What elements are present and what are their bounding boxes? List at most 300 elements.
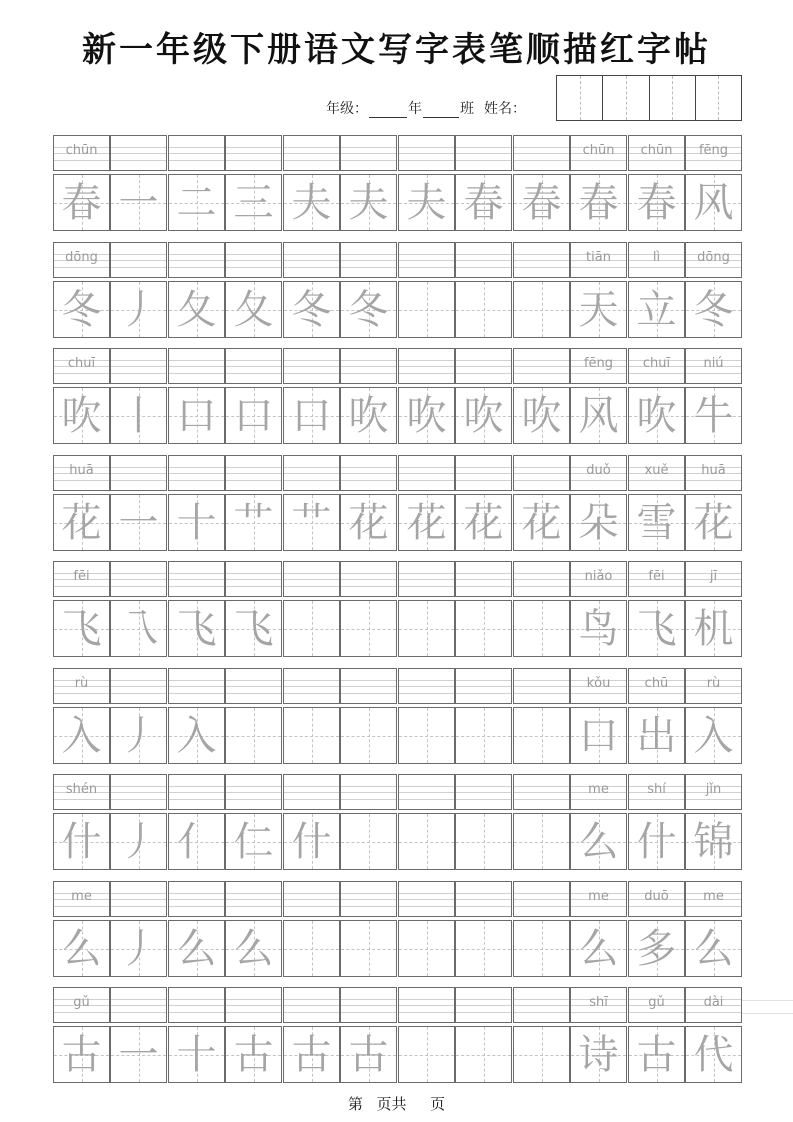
writing-cell[interactable]	[225, 455, 282, 552]
writing-cell[interactable]	[628, 774, 685, 871]
writing-cell[interactable]	[283, 455, 340, 552]
tian-zi-box[interactable]	[685, 920, 742, 977]
tian-zi-box[interactable]	[455, 494, 512, 551]
writing-cell[interactable]	[398, 348, 455, 445]
tian-zi-box[interactable]	[340, 281, 397, 338]
tian-zi-box[interactable]	[53, 387, 110, 444]
tian-zi-box[interactable]	[398, 387, 455, 444]
pinyin-box[interactable]	[168, 242, 225, 278]
writing-cell[interactable]	[513, 348, 570, 445]
writing-cell[interactable]	[53, 668, 110, 765]
writing-cell[interactable]	[685, 668, 742, 765]
tian-zi-box[interactable]	[628, 920, 685, 977]
writing-cell[interactable]	[398, 881, 455, 978]
pinyin-box[interactable]	[455, 135, 512, 171]
writing-cell[interactable]	[53, 348, 110, 445]
writing-cell[interactable]	[110, 881, 167, 978]
pinyin-box[interactable]	[685, 774, 742, 810]
pinyin-box[interactable]	[685, 987, 742, 1023]
pinyin-box[interactable]	[283, 242, 340, 278]
pinyin-box[interactable]	[513, 455, 570, 491]
tian-zi-box[interactable]	[53, 707, 110, 764]
tian-zi-box[interactable]	[570, 174, 627, 231]
writing-cell[interactable]	[398, 242, 455, 339]
pinyin-box[interactable]	[570, 881, 627, 917]
tian-zi-box[interactable]	[455, 600, 512, 657]
tian-zi-box[interactable]	[225, 281, 282, 338]
tian-zi-box[interactable]	[53, 813, 110, 870]
writing-cell[interactable]	[110, 455, 167, 552]
grade-blank[interactable]	[369, 103, 407, 118]
tian-zi-box[interactable]	[570, 281, 627, 338]
writing-cell[interactable]	[570, 455, 627, 552]
tian-zi-box[interactable]	[168, 174, 225, 231]
pinyin-box[interactable]	[283, 561, 340, 597]
pinyin-box[interactable]	[685, 242, 742, 278]
tian-zi-box[interactable]	[398, 707, 455, 764]
writing-cell[interactable]	[570, 987, 627, 1084]
pinyin-box[interactable]	[168, 135, 225, 171]
name-cell[interactable]	[696, 76, 741, 120]
tian-zi-box[interactable]	[455, 1026, 512, 1083]
writing-cell[interactable]	[283, 987, 340, 1084]
writing-cell[interactable]	[628, 455, 685, 552]
pinyin-box[interactable]	[455, 348, 512, 384]
writing-cell[interactable]	[340, 455, 397, 552]
pinyin-box[interactable]	[283, 987, 340, 1023]
tian-zi-box[interactable]	[340, 600, 397, 657]
pinyin-box[interactable]	[628, 135, 685, 171]
pinyin-box[interactable]	[283, 774, 340, 810]
pinyin-box[interactable]	[283, 348, 340, 384]
writing-cell[interactable]	[513, 242, 570, 339]
pinyin-box[interactable]	[513, 987, 570, 1023]
pinyin-box[interactable]	[225, 348, 282, 384]
pinyin-box[interactable]	[340, 348, 397, 384]
tian-zi-box[interactable]	[398, 813, 455, 870]
writing-cell[interactable]	[570, 348, 627, 445]
tian-zi-box[interactable]	[340, 174, 397, 231]
writing-cell[interactable]	[283, 348, 340, 445]
tian-zi-box[interactable]	[225, 174, 282, 231]
pinyin-box[interactable]	[685, 455, 742, 491]
tian-zi-box[interactable]	[455, 174, 512, 231]
tian-zi-box[interactable]	[570, 707, 627, 764]
tian-zi-box[interactable]	[225, 920, 282, 977]
tian-zi-box[interactable]	[283, 1026, 340, 1083]
tian-zi-box[interactable]	[340, 920, 397, 977]
writing-cell[interactable]	[340, 348, 397, 445]
tian-zi-box[interactable]	[168, 494, 225, 551]
tian-zi-box[interactable]	[570, 600, 627, 657]
writing-cell[interactable]	[168, 668, 225, 765]
name-cell[interactable]	[603, 76, 649, 120]
tian-zi-box[interactable]	[685, 281, 742, 338]
tian-zi-box[interactable]	[685, 813, 742, 870]
tian-zi-box[interactable]	[513, 494, 570, 551]
tian-zi-box[interactable]	[110, 813, 167, 870]
writing-cell[interactable]	[455, 135, 512, 232]
pinyin-box[interactable]	[455, 987, 512, 1023]
pinyin-box[interactable]	[110, 668, 167, 704]
pinyin-box[interactable]	[340, 668, 397, 704]
tian-zi-box[interactable]	[110, 920, 167, 977]
tian-zi-box[interactable]	[685, 387, 742, 444]
class-blank[interactable]	[423, 103, 459, 118]
tian-zi-box[interactable]	[513, 707, 570, 764]
tian-zi-box[interactable]	[168, 813, 225, 870]
pinyin-box[interactable]	[340, 455, 397, 491]
pinyin-box[interactable]	[225, 561, 282, 597]
writing-cell[interactable]	[225, 774, 282, 871]
pinyin-box[interactable]	[110, 881, 167, 917]
writing-cell[interactable]	[340, 668, 397, 765]
tian-zi-box[interactable]	[283, 281, 340, 338]
writing-cell[interactable]	[455, 881, 512, 978]
pinyin-box[interactable]	[110, 455, 167, 491]
pinyin-box[interactable]	[110, 774, 167, 810]
tian-zi-box[interactable]	[455, 813, 512, 870]
tian-zi-box[interactable]	[340, 494, 397, 551]
tian-zi-box[interactable]	[168, 281, 225, 338]
pinyin-box[interactable]	[513, 348, 570, 384]
pinyin-box[interactable]	[398, 455, 455, 491]
tian-zi-box[interactable]	[398, 174, 455, 231]
tian-zi-box[interactable]	[283, 494, 340, 551]
tian-zi-box[interactable]	[53, 920, 110, 977]
writing-cell[interactable]	[398, 987, 455, 1084]
pinyin-box[interactable]	[340, 987, 397, 1023]
tian-zi-box[interactable]	[685, 707, 742, 764]
writing-cell[interactable]	[398, 135, 455, 232]
writing-cell[interactable]	[283, 135, 340, 232]
pinyin-box[interactable]	[628, 455, 685, 491]
writing-cell[interactable]	[225, 987, 282, 1084]
pinyin-box[interactable]	[513, 668, 570, 704]
name-cell[interactable]	[650, 76, 696, 120]
writing-cell[interactable]	[685, 348, 742, 445]
writing-cell[interactable]	[513, 881, 570, 978]
tian-zi-box[interactable]	[455, 387, 512, 444]
writing-cell[interactable]	[225, 668, 282, 765]
writing-cell[interactable]	[685, 987, 742, 1084]
tian-zi-box[interactable]	[110, 600, 167, 657]
pinyin-box[interactable]	[685, 135, 742, 171]
pinyin-box[interactable]	[110, 561, 167, 597]
writing-cell[interactable]	[455, 561, 512, 658]
writing-cell[interactable]	[53, 135, 110, 232]
tian-zi-box[interactable]	[570, 813, 627, 870]
writing-cell[interactable]	[110, 668, 167, 765]
tian-zi-box[interactable]	[455, 707, 512, 764]
tian-zi-box[interactable]	[340, 387, 397, 444]
pinyin-box[interactable]	[283, 135, 340, 171]
writing-cell[interactable]	[110, 561, 167, 658]
writing-cell[interactable]	[685, 561, 742, 658]
pinyin-box[interactable]	[110, 348, 167, 384]
writing-cell[interactable]	[225, 242, 282, 339]
writing-cell[interactable]	[168, 774, 225, 871]
pinyin-box[interactable]	[570, 242, 627, 278]
pinyin-box[interactable]	[455, 668, 512, 704]
tian-zi-box[interactable]	[455, 920, 512, 977]
pinyin-box[interactable]	[225, 668, 282, 704]
pinyin-box[interactable]	[53, 881, 110, 917]
tian-zi-box[interactable]	[168, 920, 225, 977]
writing-cell[interactable]	[110, 987, 167, 1084]
tian-zi-box[interactable]	[110, 174, 167, 231]
pinyin-box[interactable]	[225, 987, 282, 1023]
tian-zi-box[interactable]	[455, 281, 512, 338]
tian-zi-box[interactable]	[513, 813, 570, 870]
writing-cell[interactable]	[283, 668, 340, 765]
pinyin-box[interactable]	[398, 135, 455, 171]
tian-zi-box[interactable]	[513, 600, 570, 657]
writing-cell[interactable]	[168, 987, 225, 1084]
pinyin-box[interactable]	[513, 774, 570, 810]
tian-zi-box[interactable]	[628, 174, 685, 231]
writing-cell[interactable]	[570, 881, 627, 978]
pinyin-box[interactable]	[513, 561, 570, 597]
tian-zi-box[interactable]	[570, 494, 627, 551]
writing-cell[interactable]	[685, 242, 742, 339]
pinyin-box[interactable]	[53, 242, 110, 278]
writing-cell[interactable]	[110, 135, 167, 232]
writing-cell[interactable]	[110, 774, 167, 871]
pinyin-box[interactable]	[455, 455, 512, 491]
writing-cell[interactable]	[53, 987, 110, 1084]
tian-zi-box[interactable]	[53, 174, 110, 231]
tian-zi-box[interactable]	[168, 387, 225, 444]
writing-cell[interactable]	[168, 561, 225, 658]
pinyin-box[interactable]	[398, 987, 455, 1023]
tian-zi-box[interactable]	[168, 600, 225, 657]
tian-zi-box[interactable]	[513, 1026, 570, 1083]
writing-cell[interactable]	[513, 561, 570, 658]
pinyin-box[interactable]	[53, 455, 110, 491]
pinyin-box[interactable]	[168, 348, 225, 384]
pinyin-box[interactable]	[53, 135, 110, 171]
writing-cell[interactable]	[455, 987, 512, 1084]
pinyin-box[interactable]	[628, 774, 685, 810]
tian-zi-box[interactable]	[283, 387, 340, 444]
pinyin-box[interactable]	[53, 987, 110, 1023]
writing-cell[interactable]	[398, 668, 455, 765]
writing-cell[interactable]	[225, 135, 282, 232]
pinyin-box[interactable]	[570, 774, 627, 810]
writing-cell[interactable]	[283, 242, 340, 339]
pinyin-box[interactable]	[455, 242, 512, 278]
tian-zi-box[interactable]	[513, 281, 570, 338]
pinyin-box[interactable]	[110, 242, 167, 278]
writing-cell[interactable]	[513, 455, 570, 552]
tian-zi-box[interactable]	[628, 494, 685, 551]
tian-zi-box[interactable]	[110, 707, 167, 764]
writing-cell[interactable]	[168, 881, 225, 978]
name-cell[interactable]	[557, 76, 603, 120]
writing-cell[interactable]	[340, 561, 397, 658]
writing-cell[interactable]	[628, 242, 685, 339]
tian-zi-box[interactable]	[225, 494, 282, 551]
pinyin-box[interactable]	[628, 668, 685, 704]
writing-cell[interactable]	[570, 774, 627, 871]
tian-zi-box[interactable]	[513, 174, 570, 231]
pinyin-box[interactable]	[398, 348, 455, 384]
pinyin-box[interactable]	[168, 668, 225, 704]
writing-cell[interactable]	[570, 668, 627, 765]
pinyin-box[interactable]	[283, 881, 340, 917]
writing-cell[interactable]	[340, 881, 397, 978]
tian-zi-box[interactable]	[685, 1026, 742, 1083]
pinyin-box[interactable]	[570, 135, 627, 171]
writing-cell[interactable]	[283, 881, 340, 978]
writing-cell[interactable]	[628, 348, 685, 445]
writing-cell[interactable]	[110, 242, 167, 339]
writing-cell[interactable]	[225, 561, 282, 658]
tian-zi-box[interactable]	[398, 281, 455, 338]
pinyin-box[interactable]	[685, 348, 742, 384]
pinyin-box[interactable]	[53, 348, 110, 384]
writing-cell[interactable]	[685, 774, 742, 871]
tian-zi-box[interactable]	[53, 600, 110, 657]
tian-zi-box[interactable]	[110, 387, 167, 444]
tian-zi-box[interactable]	[225, 600, 282, 657]
writing-cell[interactable]	[53, 561, 110, 658]
pinyin-box[interactable]	[168, 987, 225, 1023]
tian-zi-box[interactable]	[685, 600, 742, 657]
writing-cell[interactable]	[628, 135, 685, 232]
pinyin-box[interactable]	[225, 135, 282, 171]
writing-cell[interactable]	[513, 774, 570, 871]
pinyin-box[interactable]	[570, 987, 627, 1023]
pinyin-box[interactable]	[513, 135, 570, 171]
pinyin-box[interactable]	[110, 987, 167, 1023]
pinyin-box[interactable]	[628, 561, 685, 597]
writing-cell[interactable]	[53, 774, 110, 871]
tian-zi-box[interactable]	[398, 600, 455, 657]
pinyin-box[interactable]	[340, 242, 397, 278]
pinyin-box[interactable]	[513, 881, 570, 917]
pinyin-box[interactable]	[225, 881, 282, 917]
pinyin-box[interactable]	[398, 561, 455, 597]
writing-cell[interactable]	[455, 455, 512, 552]
pinyin-box[interactable]	[628, 987, 685, 1023]
writing-cell[interactable]	[283, 774, 340, 871]
pinyin-box[interactable]	[110, 135, 167, 171]
writing-cell[interactable]	[168, 242, 225, 339]
pinyin-box[interactable]	[283, 668, 340, 704]
pinyin-box[interactable]	[685, 881, 742, 917]
writing-cell[interactable]	[340, 242, 397, 339]
tian-zi-box[interactable]	[628, 281, 685, 338]
tian-zi-box[interactable]	[225, 1026, 282, 1083]
tian-zi-box[interactable]	[225, 707, 282, 764]
tian-zi-box[interactable]	[570, 920, 627, 977]
pinyin-box[interactable]	[340, 561, 397, 597]
pinyin-box[interactable]	[570, 348, 627, 384]
pinyin-box[interactable]	[340, 135, 397, 171]
tian-zi-box[interactable]	[398, 494, 455, 551]
pinyin-box[interactable]	[628, 881, 685, 917]
writing-cell[interactable]	[685, 455, 742, 552]
writing-cell[interactable]	[513, 987, 570, 1084]
writing-cell[interactable]	[455, 242, 512, 339]
writing-cell[interactable]	[283, 561, 340, 658]
writing-cell[interactable]	[53, 881, 110, 978]
writing-cell[interactable]	[570, 135, 627, 232]
writing-cell[interactable]	[513, 668, 570, 765]
tian-zi-box[interactable]	[340, 707, 397, 764]
writing-cell[interactable]	[685, 135, 742, 232]
writing-cell[interactable]	[168, 348, 225, 445]
tian-zi-box[interactable]	[53, 1026, 110, 1083]
writing-cell[interactable]	[628, 881, 685, 978]
tian-zi-box[interactable]	[570, 1026, 627, 1083]
writing-cell[interactable]	[455, 668, 512, 765]
tian-zi-box[interactable]	[110, 1026, 167, 1083]
pinyin-box[interactable]	[53, 668, 110, 704]
name-writing-box[interactable]	[556, 75, 742, 121]
pinyin-box[interactable]	[628, 348, 685, 384]
tian-zi-box[interactable]	[340, 813, 397, 870]
tian-zi-box[interactable]	[685, 174, 742, 231]
pinyin-box[interactable]	[168, 455, 225, 491]
pinyin-box[interactable]	[455, 881, 512, 917]
pinyin-box[interactable]	[628, 242, 685, 278]
pinyin-box[interactable]	[53, 561, 110, 597]
pinyin-box[interactable]	[398, 774, 455, 810]
tian-zi-box[interactable]	[628, 600, 685, 657]
pinyin-box[interactable]	[168, 561, 225, 597]
tian-zi-box[interactable]	[283, 920, 340, 977]
writing-cell[interactable]	[53, 455, 110, 552]
writing-cell[interactable]	[685, 881, 742, 978]
pinyin-box[interactable]	[570, 561, 627, 597]
writing-cell[interactable]	[628, 668, 685, 765]
tian-zi-box[interactable]	[168, 707, 225, 764]
pinyin-box[interactable]	[685, 561, 742, 597]
writing-cell[interactable]	[570, 242, 627, 339]
tian-zi-box[interactable]	[513, 387, 570, 444]
tian-zi-box[interactable]	[340, 1026, 397, 1083]
tian-zi-box[interactable]	[398, 1026, 455, 1083]
writing-cell[interactable]	[570, 561, 627, 658]
pinyin-box[interactable]	[455, 561, 512, 597]
tian-zi-box[interactable]	[628, 387, 685, 444]
tian-zi-box[interactable]	[283, 813, 340, 870]
writing-cell[interactable]	[628, 561, 685, 658]
pinyin-box[interactable]	[53, 774, 110, 810]
pinyin-box[interactable]	[225, 774, 282, 810]
writing-cell[interactable]	[168, 455, 225, 552]
pinyin-box[interactable]	[340, 881, 397, 917]
writing-cell[interactable]	[455, 348, 512, 445]
pinyin-box[interactable]	[225, 242, 282, 278]
writing-cell[interactable]	[53, 242, 110, 339]
pinyin-box[interactable]	[513, 242, 570, 278]
pinyin-box[interactable]	[398, 668, 455, 704]
writing-cell[interactable]	[398, 561, 455, 658]
tian-zi-box[interactable]	[398, 920, 455, 977]
pinyin-box[interactable]	[570, 455, 627, 491]
writing-cell[interactable]	[628, 987, 685, 1084]
writing-cell[interactable]	[340, 135, 397, 232]
tian-zi-box[interactable]	[283, 600, 340, 657]
writing-cell[interactable]	[398, 774, 455, 871]
writing-cell[interactable]	[340, 774, 397, 871]
writing-cell[interactable]	[225, 881, 282, 978]
tian-zi-box[interactable]	[628, 707, 685, 764]
